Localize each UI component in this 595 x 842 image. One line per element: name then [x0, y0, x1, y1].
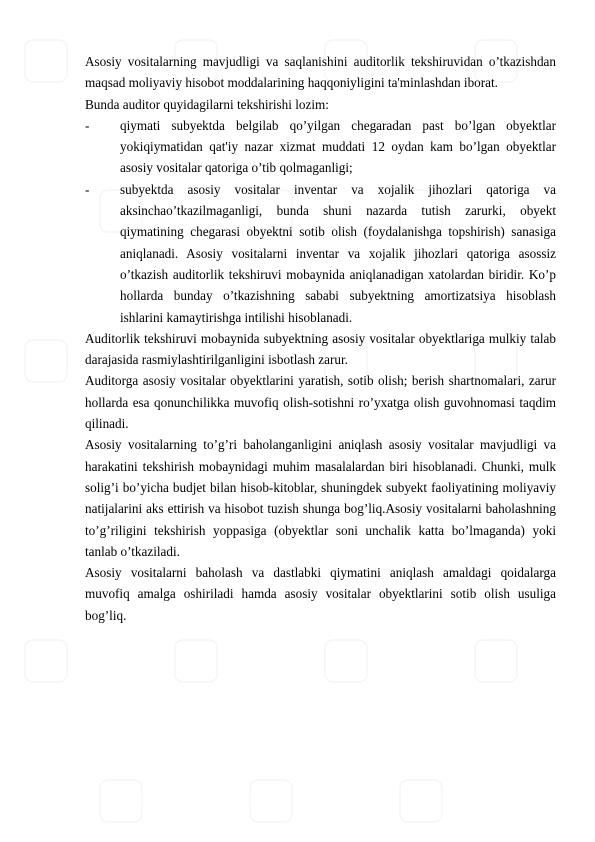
list-item-text: subyektda asosiy vositalar inventar va xojalik jihozlari qatoriga va aksinchao’tkazilmaganligi, bunda shuni nazarda tutish zarurki, obyekt qiymatining chegarasi obyektni sotib olish (foydalanishga topshirish) sanasiga aniqlanadi. Asosiy vositalarni inventar va xojalik jihozlari qatoriga asossiz o’tkazish auditorlik tekshiruvi mobaynida aniqlanadigan xatolardan biridir. Ko’p hollarda bunday o’tkazishning sababi subyektning amortizatsiya hisoblash ishlarini kamaytirishga intilishi hisoblanadi. [120, 181, 556, 325]
document-body [85, 51, 556, 626]
dash-marker: - [85, 181, 90, 197]
list-item [85, 115, 556, 179]
paragraph: Bunda auditor quyidagilarni tekshirishi lozim: [85, 96, 329, 112]
paragraph: Auditorlik tekshiruvi mobaynida subyektning asosiy vositalar obyektlariga mulkiy talab darajasida rasmiylashtirilganligini isbotlash zarur. [85, 330, 556, 368]
paragraph: Asosiy vositalarning mavjudligi va saqlanishini auditorlik tekshiruvidan o’tkazishdan maqsad moliyaviy hisobot moddalarining haqqoniyligini ta'minlashdan iborat. [85, 54, 556, 91]
list-item [85, 179, 556, 328]
dash-marker: - [85, 117, 90, 133]
paragraph: Auditorga asosiy vositalar obyektlarini yaratish, sotib olish; berish shartnomalari, zarur hollarda esa qonunchilikka muvofiq olish-sotishni ro’yxatga olish guvohnomasi taqdim qilinadi. [85, 373, 556, 432]
paragraph: Asosiy vositalarni baholash va dastlabki qiymatini aniqlash amaldagi qoidalarga muvofiq amalga oshiriladi hamda asosiy vositalar obyektlarini sotib olish usuliga bog’liq. [85, 565, 556, 623]
list-item-text: qiymati subyektda belgilab qo’yilgan chegaradan past bo’lgan obyektlar yokiqiymatidan qat'iy nazar xizmat muddati 12 oydan kam bo’lgan obyektlar asosiy vositalar qatoriga o’tib qolmaganligi; [120, 117, 556, 176]
paragraph: Asosiy vositalarning to’g’ri baholanganligini aniqlash asosiy vositalar mavjudligi va harakatini tekshirish mobaynidagi muhim masalalardan biri hisoblanadi. Chunki, mulk solig’i bo’yicha budjet bilan hisob-kitoblar, shuningdek subyekt faoliyatining moliyaviy natijalarini aks ettirish va hisobot tuzish shunga bog’liq.Asosiy vositalarni baholashning to’g’riligini tekshirish yoppasiga (obyektlar soni unchalik katta bo’lmaganda) yoki tanlab o’tkaziladi. [85, 437, 556, 559]
